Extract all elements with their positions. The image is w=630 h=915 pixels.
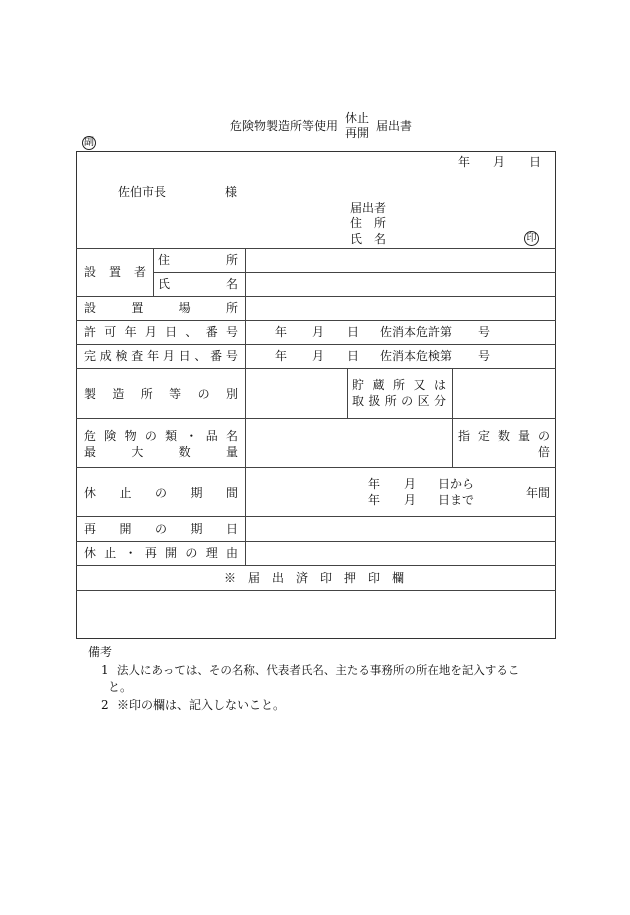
period-to-year: 年 xyxy=(368,493,381,507)
col-divider xyxy=(153,248,154,296)
option-reopen: 再開 xyxy=(345,126,370,140)
option-suspend: 休止 xyxy=(345,111,370,125)
remarks-heading: 備考 xyxy=(88,645,113,659)
date-day: 日 xyxy=(529,155,542,169)
row-divider xyxy=(76,344,556,345)
note1-line1: 法人にあっては、その名称、代表者氏名、主たる事務所の所在地を記入するこ xyxy=(117,663,520,677)
row-divider xyxy=(76,248,556,249)
copy-mark-text: 副 xyxy=(84,137,94,148)
receipt-stamp-label: ※ 届 出 済 印 押 印 欄 xyxy=(224,571,405,585)
period-to-day: 日まで xyxy=(438,493,475,507)
notifier-address-label: 住 所 xyxy=(350,216,387,230)
period-from-month: 月 xyxy=(404,477,417,491)
permit-year: 年 xyxy=(275,325,288,339)
date-year: 年 xyxy=(458,155,471,169)
seal-mark-text: 印 xyxy=(526,233,537,244)
date-month: 月 xyxy=(493,155,506,169)
row-divider xyxy=(76,320,556,321)
inspection-prefix: 佐消本危検第 xyxy=(380,349,453,363)
addressee: 佐伯市長 xyxy=(118,185,167,199)
permit-suffix: 号 xyxy=(478,325,491,339)
inspection-year: 年 xyxy=(275,349,288,363)
storage-handling-line2: 取 扱 所 の 区 分 xyxy=(352,394,446,408)
title-suffix: 届出書 xyxy=(376,119,413,133)
note1-line2: と。 xyxy=(108,680,133,694)
suspension-period-label: 休 止 の 期 間 xyxy=(84,486,238,500)
reopen-date-label: 再 開 の 期 日 xyxy=(84,522,238,536)
max-quantity-label: 最 大 数 量 xyxy=(84,445,238,459)
facility-type-label: 製 造 所 等 の 別 xyxy=(84,387,238,401)
row-divider xyxy=(76,368,556,369)
installer-label: 設 置 者 xyxy=(84,265,146,279)
copy-mark-stamp xyxy=(82,136,96,150)
col-divider xyxy=(347,368,348,418)
inspection-month: 月 xyxy=(312,349,325,363)
storage-handling-line1: 貯 蔵 所 又 は xyxy=(352,378,446,392)
notifier-label: 届出者 xyxy=(350,201,387,215)
inspection-label: 完 成 検 査 年 月 日 、 番 号 xyxy=(84,349,238,363)
location-label: 設 置 場 所 xyxy=(84,301,238,315)
permit-month: 月 xyxy=(312,325,325,339)
row-divider xyxy=(76,541,556,542)
inspection-day: 日 xyxy=(347,349,360,363)
years-span-label: 年間 xyxy=(526,486,551,500)
row-divider xyxy=(153,272,556,273)
notifier-name-label: 氏 名 xyxy=(350,232,387,246)
installer-address-label: 住 所 xyxy=(158,253,238,267)
title-prefix: 危険物製造所等使用 xyxy=(230,119,339,133)
row-divider xyxy=(76,565,556,566)
reason-label: 休 止 ・ 再 開 の 理 由 xyxy=(84,546,238,560)
row-divider xyxy=(76,590,556,591)
period-to-month: 月 xyxy=(404,493,417,507)
row-divider xyxy=(76,516,556,517)
seal-mark xyxy=(524,231,539,246)
col-divider xyxy=(452,368,453,467)
permit-prefix: 佐消本危許第 xyxy=(380,325,453,339)
installer-name-label: 氏 名 xyxy=(158,277,238,291)
inspection-suffix: 号 xyxy=(478,349,491,363)
permit-label: 許 可 年 月 日 、 番 号 xyxy=(84,325,238,339)
row-divider xyxy=(76,296,556,297)
note2-number: 2 xyxy=(101,698,109,712)
period-from-year: 年 xyxy=(368,477,381,491)
period-from-day: 日から xyxy=(438,477,475,491)
note1-number: 1 xyxy=(101,663,109,677)
note2-text: ※印の欄は、記入しないこと。 xyxy=(117,698,286,712)
designated-quantity-label: 指 定 数 量 の xyxy=(458,429,550,443)
honorific: 様 xyxy=(225,185,238,199)
row-divider xyxy=(76,418,556,419)
hazard-class-label: 危 険 物 の 類 ・ 品 名 xyxy=(84,429,238,443)
times-label: 倍 xyxy=(538,445,551,459)
permit-day: 日 xyxy=(347,325,360,339)
col-divider xyxy=(245,248,246,565)
row-divider xyxy=(76,467,556,468)
